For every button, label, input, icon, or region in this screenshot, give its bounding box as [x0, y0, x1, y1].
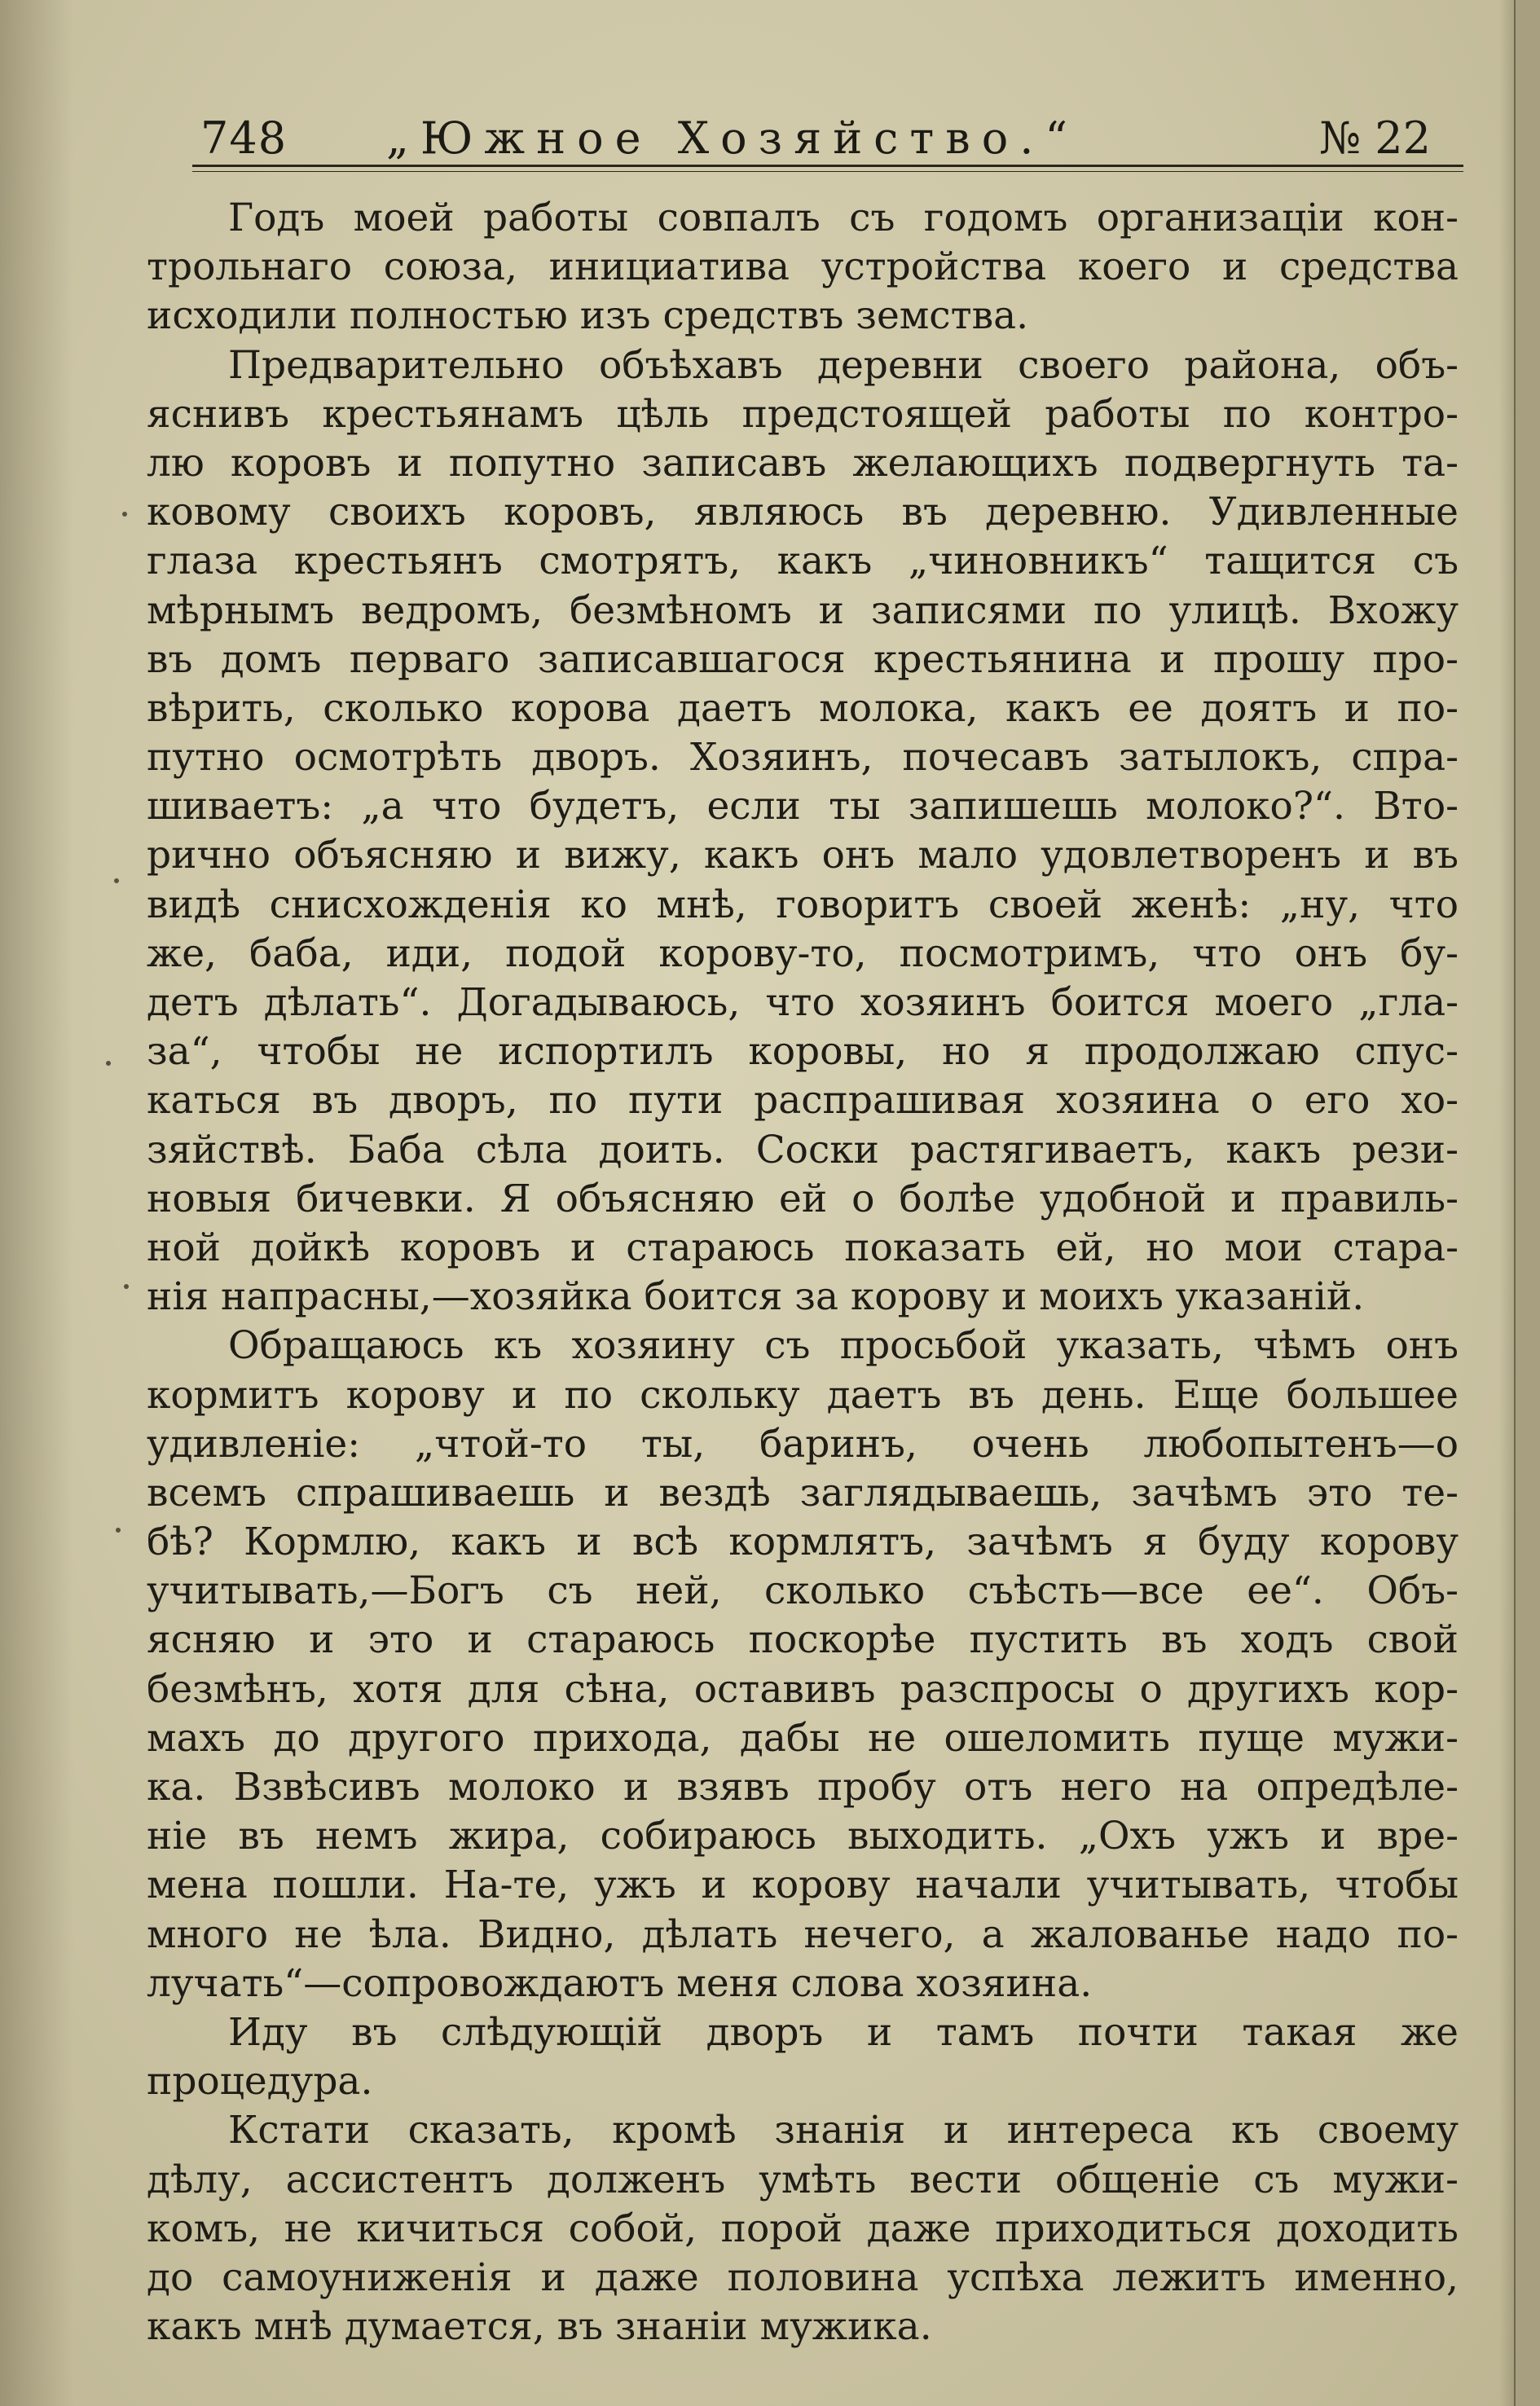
text-line: кормитъ корову и по скольку даетъ въ день. Еще большее — [147, 1372, 1459, 1418]
text-line: исходили полностью изъ средствъ земства. — [147, 293, 1029, 339]
text-line: зяйствѣ. Баба сѣла доить. Соски растягиваетъ, какъ рези- — [147, 1127, 1459, 1172]
text-line: ясняю и это и стараюсь поскорѣе пустить въ ходъ свой — [147, 1617, 1459, 1663]
text-line: комъ, не кичиться собой, порой даже приходиться доходить — [147, 2206, 1459, 2251]
print-speck — [122, 512, 127, 517]
text-line: детъ дѣлать“. Догадываюсь, что хозяинъ боится моего „гла- — [147, 980, 1459, 1025]
text-line: лю коровъ и попутно записавъ желающихъ подвергнуть та- — [147, 440, 1459, 486]
header-rule-thin — [192, 171, 1463, 172]
text-line: въ домъ перваго записавшагося крестьянина и прошу про- — [147, 636, 1459, 682]
text-line: бѣ? Кормлю, какъ и всѣ кормлятъ, зачѣмъ я буду корову — [147, 1520, 1459, 1565]
text-line: Кстати сказать, кромѣ знанія и интереса къ своему — [228, 2108, 1459, 2153]
text-line: ковому своихъ коровъ, являюсь въ деревню. Удивленные — [147, 490, 1459, 535]
text-line: рично объясняю и вижу, какъ онъ мало удовлетворенъ и въ — [147, 833, 1459, 878]
text-line: дѣлу, ассистентъ долженъ умѣть вести общеніе съ мужи- — [147, 2157, 1459, 2202]
print-speck — [114, 878, 119, 883]
text-line: вѣрить, сколько корова даетъ молока, какъ ее доятъ и по- — [147, 685, 1459, 731]
text-line: какъ мнѣ думается, въ знаніи мужика. — [147, 2304, 932, 2350]
text-line: видѣ снисхожденія ко мнѣ, говоритъ своей женѣ: „ну, что — [147, 882, 1459, 927]
text-line: ніе въ немъ жира, собираюсь выходить. „Охъ ужъ и вре- — [147, 1814, 1459, 1859]
article-body — [147, 194, 1459, 2351]
text-line: путно осмотрѣть дворъ. Хозяинъ, почесавъ затылокъ, спра- — [147, 735, 1459, 781]
page-shadow-left — [0, 0, 73, 2406]
text-line: махъ до другого прихода, дабы не ошеломить пуще мужи- — [147, 1715, 1459, 1761]
text-line: лучать“—сопровождаютъ меня слова хозяина. — [147, 1960, 1093, 2006]
text-line: же, баба, иди, подой корову-то, посмотримъ, что онъ бу- — [147, 930, 1459, 976]
text-line: новыя бичевки. Я объясняю ей о болѣе удобной и правиль- — [147, 1176, 1459, 1221]
text-line: всемъ спрашиваешь и вездѣ заглядываешь, зачѣмъ это те- — [147, 1470, 1459, 1515]
text-line: мѣрнымъ ведромъ, безмѣномъ и записями по улицѣ. Вхожу — [147, 587, 1459, 633]
text-line: учитывать,—Богъ съ ней, сколько съѣсть—все ее“. Объ- — [147, 1568, 1459, 1614]
text-line: много не ѣла. Видно, дѣлать нечего, а жалованье надо по- — [147, 1911, 1459, 1957]
text-line: Годъ моей работы совпалъ съ годомъ организаціи кон- — [228, 196, 1459, 240]
running-header — [192, 106, 1463, 171]
text-line: ной дойкѣ коровъ и стараюсь показать ей, но мои стара- — [147, 1225, 1459, 1270]
adjacent-page-edge — [1514, 0, 1540, 2406]
text-line: нія напрасны,—хозяйка боится за корову и моихъ указаній. — [147, 1274, 1365, 1320]
text-line: за“, чтобы не испортилъ коровы, но я продолжаю спус- — [147, 1029, 1459, 1075]
text-line: Предварительно объѣхавъ деревни своего района, объ- — [228, 342, 1459, 388]
text-line: шиваетъ: „а что будетъ, если ты запишешь молоко?“. Вто- — [147, 784, 1459, 829]
text-line: до самоуниженія и даже половина успѣха лежитъ именно, — [147, 2254, 1459, 2300]
print-speck — [106, 1061, 111, 1066]
header-rule — [192, 165, 1463, 167]
text-line: мена пошли. На-те, ужъ и корову начали учитывать, чтобы — [147, 1863, 1459, 1908]
text-line: яснивъ крестьянамъ цѣль предстоящей работы по контро- — [147, 391, 1459, 437]
issue-number: № 22 — [1319, 112, 1431, 164]
text-line: Обращаюсь къ хозяину съ просьбой указать, чѣмъ онъ — [228, 1323, 1459, 1369]
text-line: трольнаго союза, инициатива устройства коего и средства — [147, 244, 1459, 290]
print-speck — [124, 1284, 129, 1289]
text-line: глаза крестьянъ смотрятъ, какъ „чиновникъ“ тащится съ — [147, 539, 1459, 584]
text-line: ка. Взвѣсивъ молоко и взявъ пробу отъ него на опредѣле- — [147, 1765, 1459, 1810]
journal-title: „Южное Хозяйство.“ — [386, 112, 1079, 164]
print-speck — [116, 1528, 121, 1533]
text-line: Иду въ слѣдующій дворъ и тамъ почти такая же — [228, 2009, 1459, 2055]
text-line: каться въ дворъ, по пути распрашивая хозяина о его хо- — [147, 1078, 1459, 1124]
text-line: безмѣнъ, хотя для сѣна, оставивъ разспросы о другихъ кор- — [147, 1666, 1459, 1712]
page-number: 748 — [200, 112, 288, 164]
text-line: удивленіе: „чтой-то ты, баринъ, очень любопытенъ—о — [147, 1421, 1459, 1467]
text-line: процедура. — [147, 2059, 373, 2105]
